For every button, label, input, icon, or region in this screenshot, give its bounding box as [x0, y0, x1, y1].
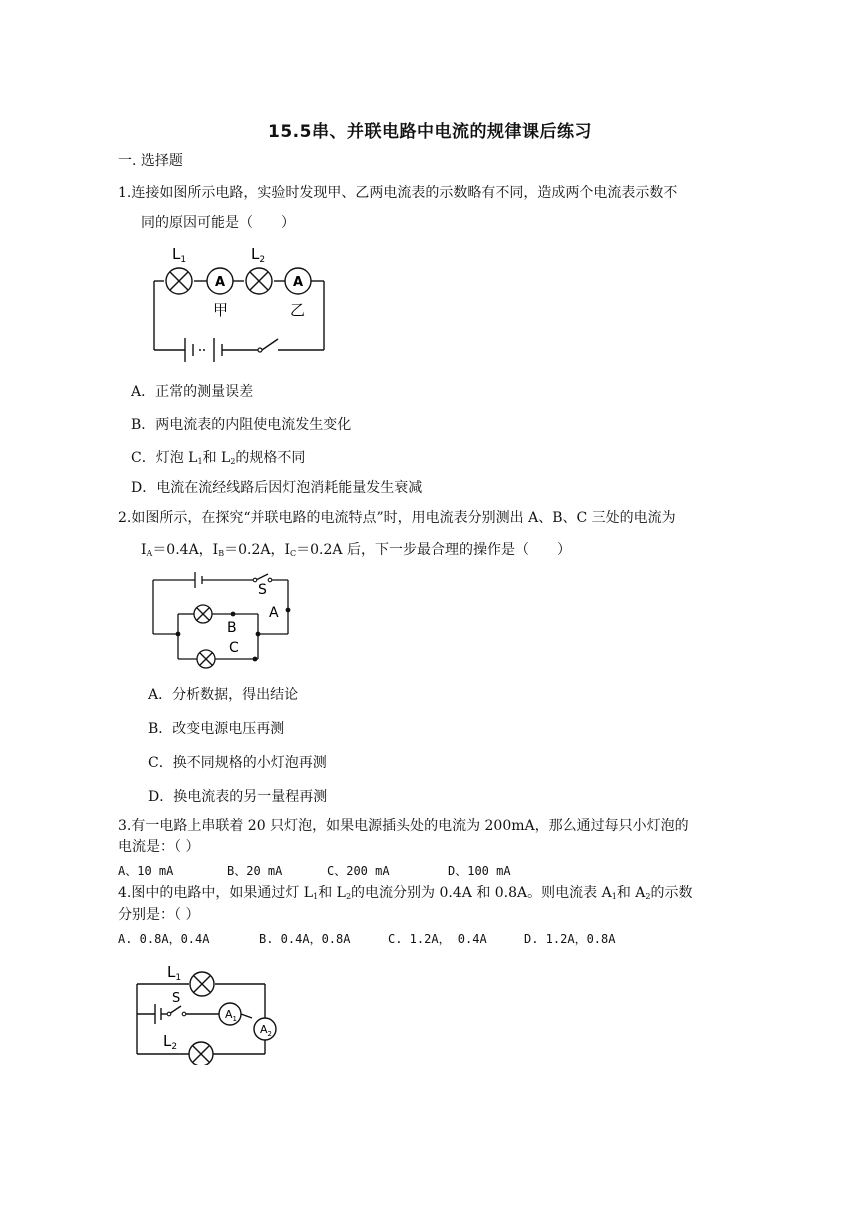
q3-option-d: D、100 mA	[448, 864, 511, 878]
jia-label: 甲	[213, 301, 229, 319]
point-b-label: B	[227, 620, 237, 636]
yi-label: 乙	[290, 301, 306, 319]
q2-option-c: C．换不同规格的小灯泡再测	[148, 755, 327, 771]
q3-option-a: A、10 mA	[118, 864, 174, 878]
lamp-upper-symbol	[194, 605, 212, 623]
q2-option-d: D．换电流表的另一量程再测	[148, 789, 328, 805]
lamp-l1-symbol	[190, 972, 214, 996]
q4-option-a: A. 0.8A，0.4A	[118, 932, 210, 946]
q3-stem-line2: 电流是：（ ）	[118, 839, 200, 855]
section-heading: 一. 选择题	[118, 153, 183, 169]
q1-circuit-diagram	[140, 238, 340, 363]
lamp-l2-symbol	[246, 268, 272, 294]
q3-option-c: C、200 mA	[327, 864, 390, 878]
point-a-label: A	[269, 605, 279, 621]
q4-circuit-diagram	[125, 960, 285, 1065]
l2-label: $L_2$	[251, 245, 266, 265]
q2-circuit-diagram	[145, 566, 305, 676]
q4-stem-line2: 分别是：（ ）	[118, 907, 200, 923]
q4-option-d: D. 1.2A，0.8A	[524, 932, 616, 946]
ammeter-a1-label: $A_1$	[225, 1008, 237, 1023]
page-title: 15.5串、并联电路中电流的规律课后练习	[268, 122, 592, 142]
ammeter-yi-label: A	[292, 275, 304, 290]
q4-option-b: B. 0.4A，0.8A	[259, 932, 351, 946]
q2-option-b: B．改变电源电压再测	[148, 721, 285, 737]
q2-stem-line2: $I_A=0.4A$，$I_B=0.2A$，$I_C=0.2A$ 后，下一步最合理的操作是（ ）	[141, 542, 571, 558]
q4-option-c: C. 1.2A， 0.4A	[388, 932, 487, 946]
q4-stem-line1: 4.图中的电路中，如果通过灯 $L_1$和 $L_2$的电流分别为 0.4A 和 0.8A。则电流表 $A_1$和 $A_2$的示数	[118, 885, 693, 901]
q1-option-d: D．电流在流经线路后因灯泡消耗能量发生衰减	[131, 480, 423, 496]
q1-option-b: B．两电流表的内阻使电流发生变化	[131, 417, 352, 433]
switch-s-label: S	[172, 991, 181, 1006]
l2-label: $L_2$	[163, 1032, 178, 1052]
ammeter-jia-label: A	[214, 275, 226, 290]
q1-option-c: C．灯泡 $L_1$和 $L_2$的规格不同	[131, 450, 306, 466]
switch-s-label: S	[258, 582, 267, 598]
lamp-lower-symbol	[197, 650, 215, 668]
point-c-label: C	[229, 640, 239, 656]
q1-stem-line2: 同的原因可能是（ ）	[141, 215, 295, 231]
lamp-l2-symbol	[189, 1042, 213, 1065]
q1-stem-line1: 1.连接如图所示电路，实验时发现甲、乙两电流表的示数略有不同，造成两个电流表示数不	[118, 185, 678, 201]
q3-stem-line1: 3.有一电路上串联着 20 只灯泡，如果电源插头处的电流为 200mA，那么通过每只小灯泡的	[118, 818, 689, 834]
q2-stem-line1: 2.如图所示，在探究“并联电路的电流特点”时，用电流表分别测出 A、B、C 三处的电流为	[118, 510, 676, 526]
l1-label: $L_1$	[167, 963, 182, 983]
l1-label: $L_1$	[172, 245, 187, 265]
lamp-l1-symbol	[166, 268, 192, 294]
ammeter-a2-label: $A_2$	[260, 1023, 272, 1038]
q3-option-b: B、20 mA	[227, 864, 283, 878]
q2-option-a: A．分析数据，得出结论	[148, 687, 299, 703]
q1-option-a: A．正常的测量误差	[131, 384, 254, 400]
